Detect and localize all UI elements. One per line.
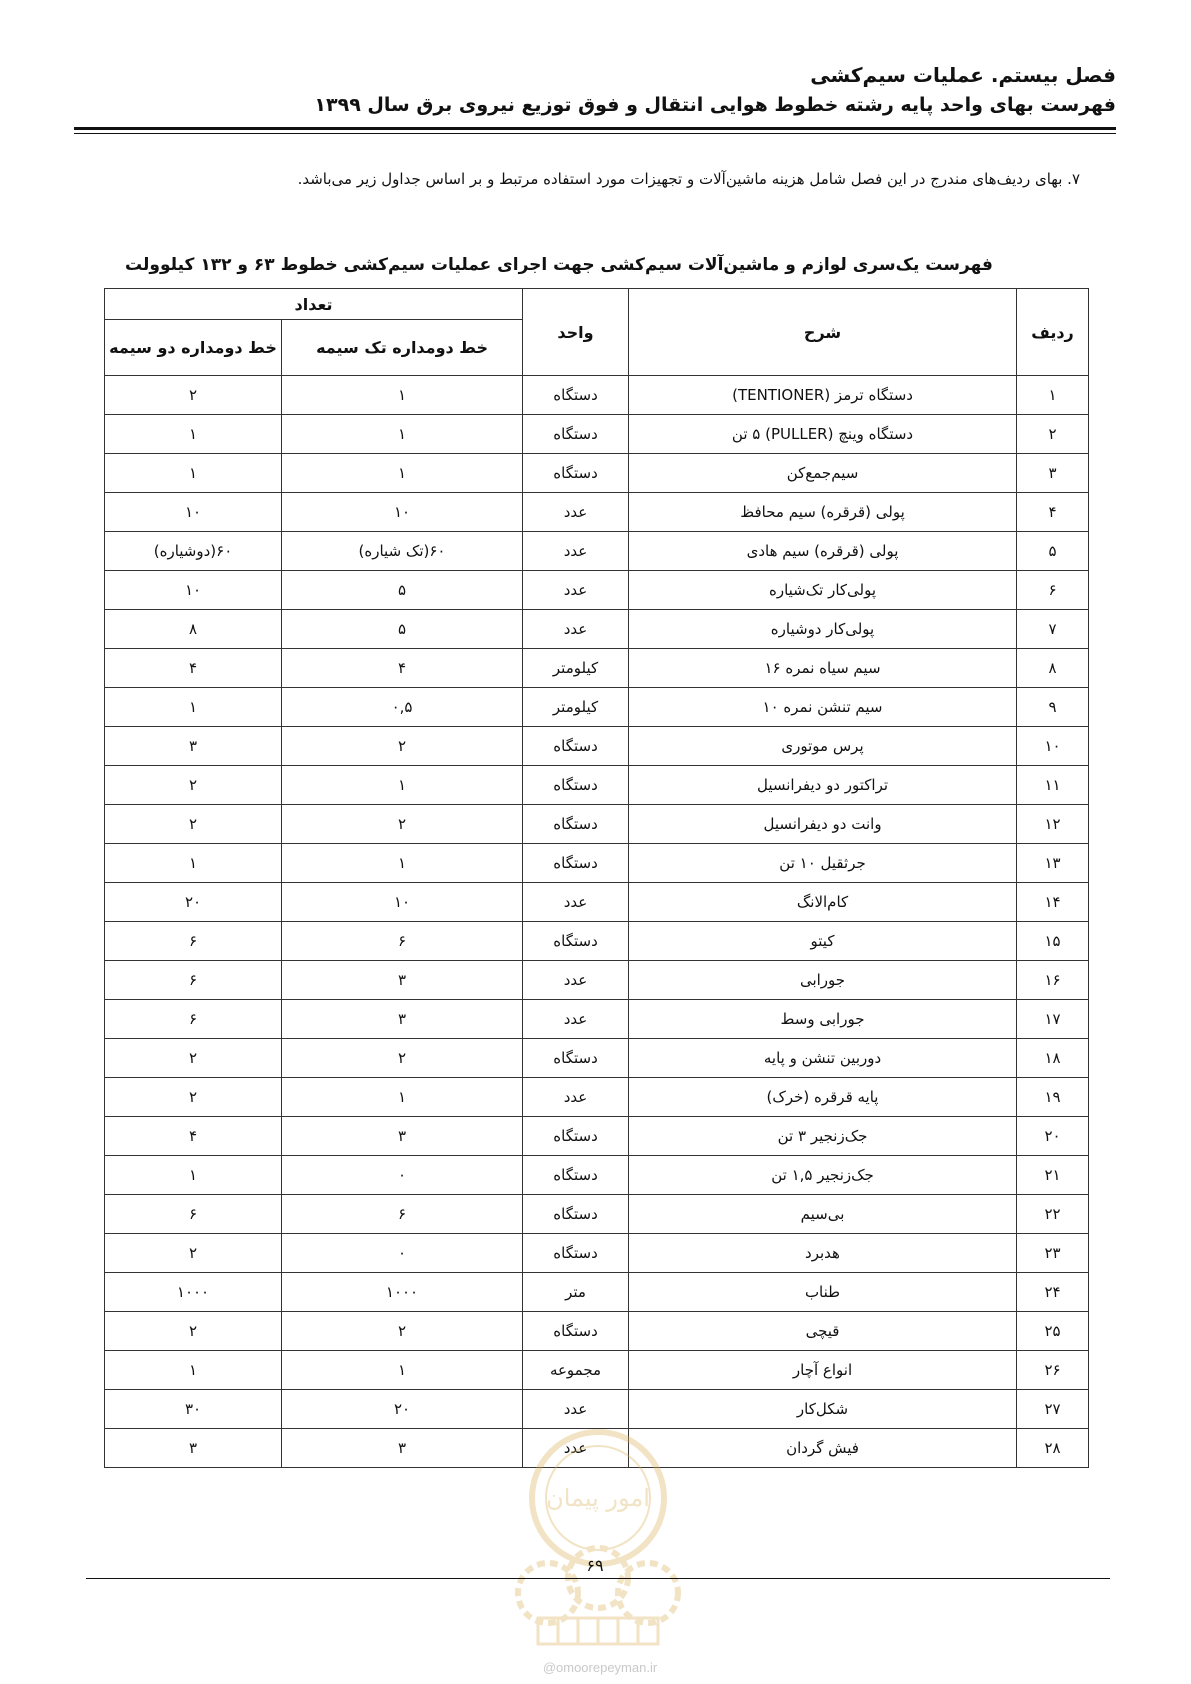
- double-count-cell: ۶: [105, 922, 282, 961]
- double-count-cell: ۴: [105, 649, 282, 688]
- table-title: فهرست یک‌سری لوازم و ماشین‌آلات سیم‌کشی جهت اجرای عملیات سیم‌کشی خطوط ۶۳ و ۱۳۲ کیلوولت: [125, 255, 993, 275]
- unit-cell: دستگاه: [523, 805, 629, 844]
- row-number-cell: ۱: [1017, 376, 1089, 415]
- single-count-cell: ۱: [282, 766, 523, 805]
- header-row-number: ردیف: [1017, 289, 1089, 376]
- watermark-site: @omoorepeyman.ir: [542, 1660, 658, 1675]
- page-header: [74, 60, 1116, 120]
- double-count-cell: ۴: [105, 1117, 282, 1156]
- table-row: [105, 610, 1089, 649]
- table-row: [105, 1234, 1089, 1273]
- row-number-cell: ۲۴: [1017, 1273, 1089, 1312]
- double-count-cell: ۳۰: [105, 1390, 282, 1429]
- header-unit: واحد: [523, 289, 629, 376]
- unit-cell: دستگاه: [523, 1195, 629, 1234]
- description-cell: بی‌سیم: [629, 1195, 1017, 1234]
- single-count-cell: ۶: [282, 1195, 523, 1234]
- description-cell: سیم‌جمع‌کن: [629, 454, 1017, 493]
- unit-cell: عدد: [523, 883, 629, 922]
- table-row: [105, 493, 1089, 532]
- row-number-cell: ۲۷: [1017, 1390, 1089, 1429]
- single-count-cell: ۱۰۰۰: [282, 1273, 523, 1312]
- double-count-cell: ۲: [105, 766, 282, 805]
- row-number-cell: ۱۶: [1017, 961, 1089, 1000]
- description-cell: جک‌زنجیر ۱,۵ تن: [629, 1156, 1017, 1195]
- single-count-cell: ۲: [282, 1039, 523, 1078]
- table-row: [105, 1117, 1089, 1156]
- description-cell: قیچی: [629, 1312, 1017, 1351]
- unit-cell: دستگاه: [523, 376, 629, 415]
- double-count-cell: ۱: [105, 1156, 282, 1195]
- unit-cell: دستگاه: [523, 844, 629, 883]
- table-row: [105, 883, 1089, 922]
- double-count-cell: ۶: [105, 961, 282, 1000]
- description-cell: طناب: [629, 1273, 1017, 1312]
- description-cell: دستگاه وینچ (PULLER) ۵ تن: [629, 415, 1017, 454]
- description-cell: پرس موتوری: [629, 727, 1017, 766]
- row-number-cell: ۲۰: [1017, 1117, 1089, 1156]
- description-cell: جورابی: [629, 961, 1017, 1000]
- single-count-cell: ۱۰: [282, 493, 523, 532]
- unit-cell: دستگاه: [523, 1312, 629, 1351]
- single-count-cell: ۵: [282, 571, 523, 610]
- double-count-cell: ۱: [105, 688, 282, 727]
- row-number-cell: ۱۸: [1017, 1039, 1089, 1078]
- table-row: [105, 805, 1089, 844]
- description-cell: وانت دو دیفرانسیل: [629, 805, 1017, 844]
- table-row: [105, 1078, 1089, 1117]
- description-cell: جرثقیل ۱۰ تن: [629, 844, 1017, 883]
- unit-cell: دستگاه: [523, 1117, 629, 1156]
- double-count-cell: ۲: [105, 1312, 282, 1351]
- table-row: [105, 1351, 1089, 1390]
- unit-cell: دستگاه: [523, 766, 629, 805]
- table-row: [105, 1429, 1089, 1468]
- table-row: [105, 649, 1089, 688]
- header-single-conductor: خط دومداره تک سیمه: [282, 320, 523, 376]
- row-number-cell: ۲۵: [1017, 1312, 1089, 1351]
- double-count-cell: ۲: [105, 1234, 282, 1273]
- single-count-cell: ۳: [282, 1000, 523, 1039]
- unit-cell: عدد: [523, 1000, 629, 1039]
- header-double-conductor: خط دومداره دو سیمه: [105, 320, 282, 376]
- double-count-cell: ۲۰: [105, 883, 282, 922]
- unit-cell: دستگاه: [523, 1039, 629, 1078]
- single-count-cell: ۱: [282, 454, 523, 493]
- double-count-cell: ۳: [105, 727, 282, 766]
- single-count-cell: ۱: [282, 1351, 523, 1390]
- description-cell: پولی (قرقره) سیم محافظ: [629, 493, 1017, 532]
- row-number-cell: ۲۳: [1017, 1234, 1089, 1273]
- double-count-cell: ۲: [105, 1078, 282, 1117]
- double-count-cell: ۱: [105, 454, 282, 493]
- row-number-cell: ۱۲: [1017, 805, 1089, 844]
- single-count-cell: ۱: [282, 415, 523, 454]
- table-body: [105, 376, 1089, 1468]
- double-count-cell: ۱۰: [105, 571, 282, 610]
- single-count-cell: ۲: [282, 1312, 523, 1351]
- equipment-table: [104, 288, 1089, 1468]
- row-number-cell: ۴: [1017, 493, 1089, 532]
- description-cell: کیتو: [629, 922, 1017, 961]
- table-row: [105, 1156, 1089, 1195]
- double-count-cell: ۱: [105, 1351, 282, 1390]
- unit-cell: دستگاه: [523, 1156, 629, 1195]
- description-cell: پولی‌کار دوشیاره: [629, 610, 1017, 649]
- header-rule-thin: [74, 133, 1116, 134]
- description-cell: کام‌الانگ: [629, 883, 1017, 922]
- unit-cell: کیلومتر: [523, 688, 629, 727]
- double-count-cell: ۸: [105, 610, 282, 649]
- unit-cell: متر: [523, 1273, 629, 1312]
- table-row: [105, 454, 1089, 493]
- row-number-cell: ۱۳: [1017, 844, 1089, 883]
- row-number-cell: ۱۱: [1017, 766, 1089, 805]
- description-cell: جک‌زنجیر ۳ تن: [629, 1117, 1017, 1156]
- single-count-cell: ۱: [282, 376, 523, 415]
- watermark-logo-text: امور پیمان: [546, 1484, 650, 1512]
- note-paragraph: ۷. بهای ردیف‌های مندرج در این فصل شامل هزینه ماشین‌آلات و تجهیزات مورد استفاده مرتبط و بر اساس جداول زیر می‌باشد.: [297, 170, 1080, 188]
- description-cell: پولی (قرقره) سیم هادی: [629, 532, 1017, 571]
- row-number-cell: ۲۶: [1017, 1351, 1089, 1390]
- single-count-cell: ۲: [282, 805, 523, 844]
- double-count-cell: ۱۰۰۰: [105, 1273, 282, 1312]
- description-cell: دستگاه ترمز (TENTIONER): [629, 376, 1017, 415]
- description-cell: تراکتور دو دیفرانسیل: [629, 766, 1017, 805]
- header-count: تعداد: [105, 289, 523, 320]
- row-number-cell: ۸: [1017, 649, 1089, 688]
- unit-cell: عدد: [523, 1429, 629, 1468]
- single-count-cell: ۱: [282, 1078, 523, 1117]
- description-cell: پایه قرقره (خرک): [629, 1078, 1017, 1117]
- unit-cell: دستگاه: [523, 1234, 629, 1273]
- double-count-cell: ۶۰(دوشیاره): [105, 532, 282, 571]
- single-count-cell: ۳: [282, 961, 523, 1000]
- table-row: [105, 1195, 1089, 1234]
- footer-rule: [86, 1578, 1110, 1579]
- description-cell: جورابی وسط: [629, 1000, 1017, 1039]
- single-count-cell: ۰,۵: [282, 688, 523, 727]
- header-description: شرح: [629, 289, 1017, 376]
- row-number-cell: ۳: [1017, 454, 1089, 493]
- single-count-cell: ۰: [282, 1234, 523, 1273]
- row-number-cell: ۲۸: [1017, 1429, 1089, 1468]
- unit-cell: مجموعه: [523, 1351, 629, 1390]
- single-count-cell: ۶۰(تک شیاره): [282, 532, 523, 571]
- row-number-cell: ۲۲: [1017, 1195, 1089, 1234]
- table-row: [105, 922, 1089, 961]
- row-number-cell: ۱۴: [1017, 883, 1089, 922]
- row-number-cell: ۹: [1017, 688, 1089, 727]
- description-cell: فیش گردان: [629, 1429, 1017, 1468]
- row-number-cell: ۲۱: [1017, 1156, 1089, 1195]
- unit-cell: کیلومتر: [523, 649, 629, 688]
- unit-cell: عدد: [523, 571, 629, 610]
- single-count-cell: ۴: [282, 649, 523, 688]
- double-count-cell: ۱: [105, 415, 282, 454]
- unit-cell: دستگاه: [523, 454, 629, 493]
- double-count-cell: ۱: [105, 844, 282, 883]
- single-count-cell: ۰: [282, 1156, 523, 1195]
- double-count-cell: ۲: [105, 1039, 282, 1078]
- double-count-cell: ۳: [105, 1429, 282, 1468]
- row-number-cell: ۱۷: [1017, 1000, 1089, 1039]
- unit-cell: دستگاه: [523, 415, 629, 454]
- row-number-cell: ۱۵: [1017, 922, 1089, 961]
- unit-cell: عدد: [523, 961, 629, 1000]
- single-count-cell: ۱: [282, 844, 523, 883]
- double-count-cell: ۶: [105, 1195, 282, 1234]
- document-subtitle: فهرست بهای واحد پایه رشته خطوط هوایی انتقال و فوق توزیع نیروی برق سال ۱۳۹۹: [314, 94, 1116, 116]
- unit-cell: عدد: [523, 1078, 629, 1117]
- table-row: [105, 961, 1089, 1000]
- double-count-cell: ۶: [105, 1000, 282, 1039]
- table-row: [105, 1390, 1089, 1429]
- table-row: [105, 571, 1089, 610]
- unit-cell: عدد: [523, 493, 629, 532]
- row-number-cell: ۶: [1017, 571, 1089, 610]
- row-number-cell: ۱۹: [1017, 1078, 1089, 1117]
- description-cell: انواع آچار: [629, 1351, 1017, 1390]
- row-number-cell: ۲: [1017, 415, 1089, 454]
- single-count-cell: ۱۰: [282, 883, 523, 922]
- row-number-cell: ۵: [1017, 532, 1089, 571]
- single-count-cell: ۲: [282, 727, 523, 766]
- chapter-title: فصل بیستم. عملیات سیم‌کشی: [810, 63, 1116, 87]
- single-count-cell: ۲۰: [282, 1390, 523, 1429]
- table-row: [105, 1273, 1089, 1312]
- single-count-cell: ۵: [282, 610, 523, 649]
- unit-cell: دستگاه: [523, 727, 629, 766]
- table-row: [105, 844, 1089, 883]
- double-count-cell: ۲: [105, 376, 282, 415]
- description-cell: هدبرد: [629, 1234, 1017, 1273]
- table-row: [105, 415, 1089, 454]
- table-row: [105, 1312, 1089, 1351]
- table-row: [105, 1000, 1089, 1039]
- table-row: [105, 1039, 1089, 1078]
- unit-cell: دستگاه: [523, 922, 629, 961]
- single-count-cell: ۳: [282, 1429, 523, 1468]
- double-count-cell: ۲: [105, 805, 282, 844]
- single-count-cell: ۶: [282, 922, 523, 961]
- table-row: [105, 376, 1089, 415]
- page-number: ۶۹: [586, 1556, 604, 1575]
- table-row: [105, 727, 1089, 766]
- description-cell: دوربین تنشن و پایه: [629, 1039, 1017, 1078]
- header-rule-thick: [74, 127, 1116, 130]
- description-cell: پولی‌کار تک‌شیاره: [629, 571, 1017, 610]
- table-row: [105, 688, 1089, 727]
- double-count-cell: ۱۰: [105, 493, 282, 532]
- unit-cell: عدد: [523, 1390, 629, 1429]
- row-number-cell: ۷: [1017, 610, 1089, 649]
- unit-cell: عدد: [523, 610, 629, 649]
- description-cell: سیم سیاه نمره ۱۶: [629, 649, 1017, 688]
- table-row: [105, 766, 1089, 805]
- description-cell: شکل‌کار: [629, 1390, 1017, 1429]
- description-cell: سیم تنشن نمره ۱۰: [629, 688, 1017, 727]
- table-row: [105, 532, 1089, 571]
- unit-cell: عدد: [523, 532, 629, 571]
- row-number-cell: ۱۰: [1017, 727, 1089, 766]
- single-count-cell: ۳: [282, 1117, 523, 1156]
